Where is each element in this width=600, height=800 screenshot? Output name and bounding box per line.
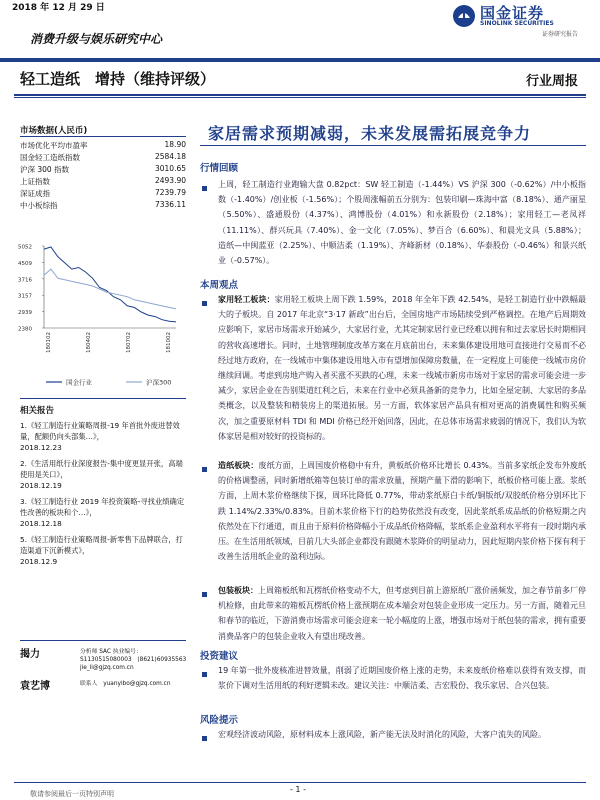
view-text-home: 家用轻工板块上周下跌 1.59%，2018 年全年下跌 42.54%，是轻工制造行业中跌幅最大的子板块。自 2017 年北京“3·17 新政”出台后，全国房地产市场陆续受到严格调控。在地产后周期效应影响下，家居市场需求开始减少，大家居行业，尤其定制家居行业已经难以拥有和过去家居长时期相同的营收高速增长。同时，土地管理制度改革方案在月底前出台，未来集体建设用地可直接进行交易而不必经过地方政府，在一线城市中集体建设用地入市有望增加保障房数量，在一定程度上可能使一线城市房价继续回调。考虑到房地产购入者买涨不买跌的心理，未来一线城市新房市场对于家居的需求可能会进一步减少，家居企业在告别渠道红利之后，未来在行业中必须具备新的竞争力，比如全屋定制、大家居的多品类概念，以及整装和精装房上的渠道拓展。另一方面，软体家居产品具有相对更高的消费属性和购买频次，加之重要原材料 TDI 和 MDI 价格已经开始回落，因此，在总体市场需求疲弱的情况下，我们认为软体家居是相对较好的投资标的。 xyxy=(218,295,586,441)
footer-disclaimer: 敬请参阅最后一页特别声明 xyxy=(30,790,114,798)
market-row xyxy=(20,176,186,188)
related-report-text: 5.《轻工制造行业策略周报-新零售下品牌联合，打造渠道下沉新模式》， xyxy=(20,535,183,555)
view-paragraph-pack xyxy=(218,583,586,644)
section-title-views: 本周观点 xyxy=(200,280,239,291)
view-text-paper: 废纸方面，上周国废价格稳中有升，黄板纸价格环比增长 0.43%。当前多家纸企发布外废纸的价格调整函，同时新增纸箱等包装订单的需求放量，预期产量下滑的影响下，纸板价格可能上涨。浆纸方面，上周木浆价格继续下探，周环比降低 0.77%，带动浆纸原白卡纸/铜版纸/双胶纸价格分别环比下跌 1.14%/2.33%/0.83%。目前木浆价格下行的趋势依然没有改变，因此浆纸系成品纸的价格短期之内依然处在下行通道，而且由于原料价格降幅小于成品纸价格降幅，浆纸系企业盈利水平将有一段时期内承压。在生活用纸领域，目前几大头部企业都没有跟随木浆降价的明显动力，因此短期内浆价格下探有利于改善生活用纸企业的盈利边际。 xyxy=(218,461,587,562)
market-row-value: 3010.65 xyxy=(154,164,186,173)
chart-x-tick-label: 181002 xyxy=(166,332,172,353)
related-report-item[interactable] xyxy=(20,420,188,453)
sidebar-divider xyxy=(20,136,186,137)
market-row xyxy=(20,200,186,212)
market-row xyxy=(20,152,186,164)
footer-rule xyxy=(14,782,586,783)
logo-text-en: SINOLINK SECURITIES xyxy=(480,20,554,27)
bullet-square-icon xyxy=(202,181,207,196)
bullet-square-icon xyxy=(202,462,207,477)
chart-y-tick-label: 3716 xyxy=(18,277,32,284)
chart-x-tick-label: 180402 xyxy=(86,332,92,353)
index-line-chart xyxy=(16,242,188,392)
market-row xyxy=(20,164,186,176)
related-report-date: 2018.12.23 xyxy=(20,443,62,452)
bullet-square-icon xyxy=(202,731,207,746)
market-row xyxy=(20,188,186,200)
bullet-square-icon xyxy=(202,667,207,682)
chart-x-tick-label: 180102 xyxy=(46,332,52,353)
report-date: 2018 年 12 月 29 日 xyxy=(12,3,105,13)
section-title-review: 行情回顾 xyxy=(200,163,239,174)
related-report-item[interactable] xyxy=(20,496,188,529)
market-row-label: 中小板综指 xyxy=(20,201,58,210)
chart-series-line xyxy=(44,269,176,309)
author-name: 揭力 xyxy=(20,649,40,660)
related-report-date: 2018.12.18 xyxy=(20,519,62,528)
sidebar-divider xyxy=(20,398,186,399)
logo-text-cn: 国金证券 xyxy=(480,4,545,22)
view-heading-pack: 包装板块： xyxy=(218,586,258,595)
chart-y-tick-label: 4509 xyxy=(18,260,32,267)
market-row-value: 2584.18 xyxy=(154,152,186,161)
market-row-label: 市场优化平均市盈率 xyxy=(20,141,88,150)
bullet-square-icon xyxy=(202,587,207,602)
author-info: 联系人 yuanyibo@gjzq.com.cn xyxy=(80,681,171,687)
chart-legend-label: 国金行业 xyxy=(66,378,92,387)
header-rule xyxy=(14,94,586,96)
invest-paragraph: 19 年第一批外废核准进替效量，削弱了近期国废价格上涨的走势，未来废纸价格难以获得有效支撑，而浆价下调对生活用纸的利好逻辑未改。建议关注：中顺洁柔、吉宏股份、我乐家居、合兴包装。 xyxy=(218,666,586,691)
author-name: 袁艺博 xyxy=(20,681,50,692)
headline-rule xyxy=(200,145,586,146)
related-report-date: 2018.12.9 xyxy=(20,557,58,566)
related-report-item[interactable] xyxy=(20,458,188,491)
sector-rating: 轻工造纸 增持（维持评级） xyxy=(20,70,216,88)
market-row-label: 深证成指 xyxy=(20,189,50,198)
header-rule-thin xyxy=(14,97,586,98)
view-heading-home: 家用轻工板块： xyxy=(218,295,275,304)
logo-mark-icon xyxy=(452,4,476,28)
header-band xyxy=(0,58,600,62)
view-text-pack: 上周箱板纸和瓦楞纸价格变动不大，但考虑到目前上游原纸厂涨价函频发，加之春节前多厂停机检修，由此带来的箱板瓦楞纸价格上涨预期在成本端会对包装企业形成一定压力。另一方面，随着元旦和春节的临近，下游消费市场需求可能会迎来一轮小幅度的上涨，增强市场对于纸包装的需求，拥有重要消费品客户的包装企业收入有望出现改善。 xyxy=(218,586,586,641)
related-report-date: 2018.12.19 xyxy=(20,481,62,490)
sidebar-divider xyxy=(20,640,186,641)
view-paragraph-home xyxy=(218,292,586,444)
research-center-name: 消费升级与娱乐研究中心 xyxy=(30,32,163,46)
related-report-text: 3.《轻工制造行业 2019 年投资策略-寻找业绩确定性改善的板块和个…》， xyxy=(20,497,185,517)
section-title-invest: 投资建议 xyxy=(200,651,239,662)
related-report-text: 1.《轻工制造行业策略周报-19 年首批外废进替效量，配额仍向头部集…》， xyxy=(20,421,180,441)
market-row-label: 国金轻工造纸指数 xyxy=(20,153,80,162)
market-row-value: 7336.11 xyxy=(154,200,186,209)
section-title-risk: 风险提示 xyxy=(200,715,239,726)
bullet-square-icon xyxy=(202,296,207,311)
market-row-label: 沪深 300 指数 xyxy=(20,165,70,174)
author-info: 分析师 SAC 执业编号：S1130515080003 (8621)60935563 jie_li@gjzq.com.cn xyxy=(80,649,193,671)
page-number: - 1 - xyxy=(290,785,306,794)
market-row-value: 2493.90 xyxy=(154,176,186,185)
market-row-label: 上证指数 xyxy=(20,177,50,186)
risk-paragraph: 宏观经济波动风险，原材料成本上涨风险，新产能无法及时消化的风险，大客户流失的风险。 xyxy=(218,730,546,739)
chart-x-tick-label: 180702 xyxy=(126,332,132,353)
company-logo xyxy=(452,2,592,38)
market-row-value: 18.90 xyxy=(164,140,186,149)
chart-legend-label: 沪深300 xyxy=(146,378,172,387)
view-heading-paper: 造纸板块： xyxy=(218,461,259,470)
author-block xyxy=(20,680,188,704)
chart-y-tick-label: 2939 xyxy=(18,310,32,317)
related-reports-title: 相关报告 xyxy=(20,406,55,416)
market-row xyxy=(20,140,186,152)
chart-series-line xyxy=(44,247,176,322)
related-report-item[interactable] xyxy=(20,534,188,567)
chart-y-tick-label: 5052 xyxy=(18,244,32,251)
related-report-text: 2.《生活用纸行业深度报告-集中度更显开张，高端使用是关口》， xyxy=(20,459,183,479)
report-headline: 家居需求预期减弱，未来发展需拓展竞争力 xyxy=(208,124,532,143)
chart-y-tick-label: 3157 xyxy=(18,293,32,300)
market-row-value: 7239.79 xyxy=(154,188,186,197)
view-paragraph-paper xyxy=(218,458,586,564)
report-type: 行业周报 xyxy=(525,74,578,89)
logo-subtitle: 证券研究报告 xyxy=(542,31,579,38)
chart-y-tick-label: 2380 xyxy=(18,326,32,333)
author-block xyxy=(20,648,193,678)
market-data-title: 市场数据(人民币) xyxy=(20,126,88,136)
review-paragraph: 上周，轻工制造行业跑输大盘 0.82pct：SW 轻工制造（-1.44%）VS 沪深 300（-0.62%）/中小板指数（-1.40%）/创业板（-1.56%）；个股周涨幅前五分别为：包装印刷—珠海中富（8.18%）、通产丽星（5.50%）、盛通股份（4.37%）、鸿博股份（4.01%）和永新股份（2.18%）；家用轻工—老凤祥（11.11%）、群兴玩具（7.40%）、金一文化（7.05%）、梦百合（6.60%）、和晨光文具（5.88%）；造纸—中闽蓝亚（2.25%）、中顺洁柔（1.19%）、齐峰新材（0.18%）、华泰股份（-0.46%）和景兴纸业（-0.57%）。 xyxy=(218,180,586,266)
